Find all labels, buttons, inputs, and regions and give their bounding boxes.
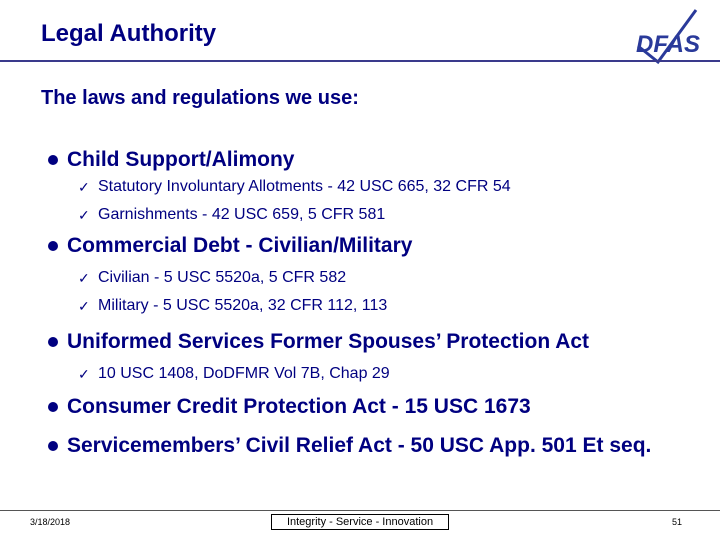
checkmark-icon: ✓ xyxy=(78,298,90,314)
page-title: Legal Authority xyxy=(41,20,217,47)
sub-item-text: Civilian - 5 USC 5520a, 5 CFR 582 xyxy=(98,269,347,286)
bullet-dot-icon xyxy=(48,441,58,451)
bullet-text: Child Support/Alimony xyxy=(67,148,295,171)
bullet-text: Consumer Credit Protection Act - 15 USC 1673 xyxy=(67,395,531,418)
checkmark-icon: ✓ xyxy=(78,366,90,382)
checkmark-icon: ✓ xyxy=(78,270,90,286)
bullet-dot-icon xyxy=(48,241,58,251)
bullet-text: Commercial Debt - Civilian/Military xyxy=(67,234,413,257)
bullet-dot-icon xyxy=(48,155,58,165)
sub-item-text: Military - 5 USC 5520a, 32 CFR 112, 113 xyxy=(98,297,388,314)
checkmark-icon: ✓ xyxy=(78,179,90,195)
bullet-text: Servicemembers’ Civil Relief Act - 50 USC App. 501 Et seq. xyxy=(67,434,652,457)
footer-divider xyxy=(0,510,720,511)
subtitle: The laws and regulations we use: xyxy=(41,87,359,109)
sub-item-text: Statutory Involuntary Allotments - 42 USC 665, 32 CFR 54 xyxy=(98,178,511,195)
footer-tagline: Integrity - Service - Innovation xyxy=(271,514,449,530)
bullet-text: Uniformed Services Former Spouses’ Protection Act xyxy=(67,330,590,353)
checkmark-icon: ✓ xyxy=(78,207,90,223)
logo-text: DFAS xyxy=(636,31,701,58)
footer-date: 3/18/2018 xyxy=(30,517,71,527)
page-number: 51 xyxy=(672,517,683,527)
sub-item-text: Garnishments - 42 USC 659, 5 CFR 581 xyxy=(98,206,386,223)
sub-item-text: 10 USC 1408, DoDFMR Vol 7B, Chap 29 xyxy=(98,365,390,382)
bullet-dot-icon xyxy=(48,402,58,412)
bullet-dot-icon xyxy=(48,337,58,347)
